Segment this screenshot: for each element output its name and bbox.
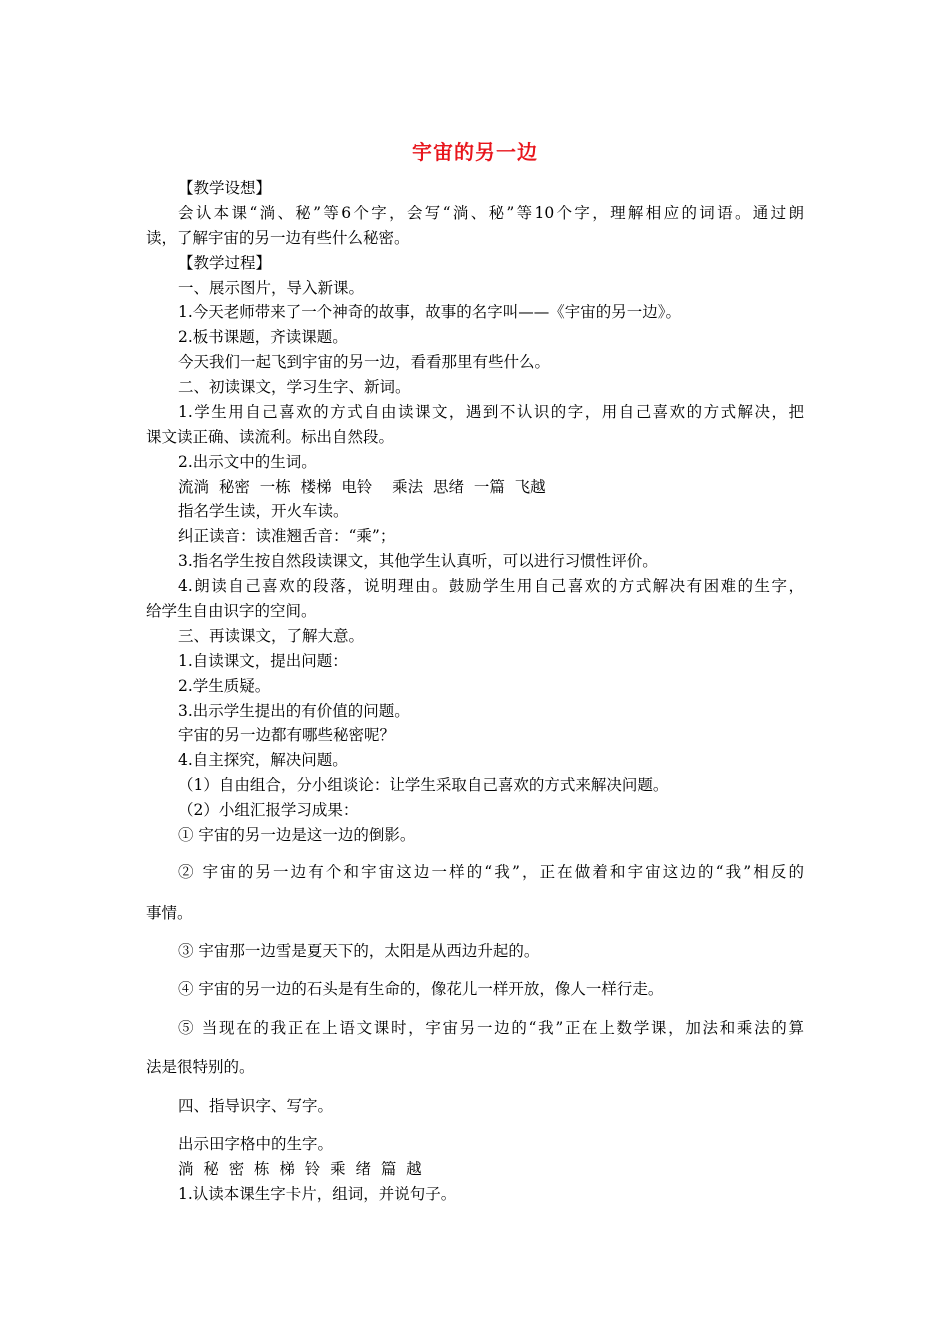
- paragraph-line: 2.板书课题，齐读课题。: [178, 328, 348, 346]
- step-heading: 一、展示图片，导入新课。: [178, 279, 365, 297]
- list-item: ③ 宇宙那一边雪是夏天下的，太阳是从西边升起的。: [178, 942, 540, 960]
- paragraph-line: 指名学生读，开火车读。: [178, 502, 349, 520]
- paragraph-line: 给学生自由识字的空间。: [146, 602, 317, 620]
- list-item: ② 宇宙的另一边有个和宇宙这边一样的“我”，正在做着和宇宙这边的“我”相反的: [178, 863, 804, 881]
- paragraph-line: 读，了解宇宙的另一边有些什么秘密。: [146, 229, 410, 247]
- section-heading-process: 【教学过程】: [178, 254, 272, 272]
- paragraph-line: 4.自主探究，解决问题。: [178, 751, 348, 769]
- list-item-continuation: 法是很特别的。: [146, 1058, 255, 1076]
- step-heading: 三、再读课文，了解大意。: [178, 627, 365, 645]
- step-heading: 二、初读课文，学习生字、新词。: [178, 378, 411, 396]
- paragraph-line: 纠正读音：读准翘舌音：“乘”；: [178, 527, 396, 545]
- paragraph-line: 3.出示学生提出的有价值的问题。: [178, 702, 410, 720]
- document-title: 宇宙的另一边: [412, 140, 538, 164]
- paragraph-line: 出示田字格中的生字。: [178, 1135, 334, 1153]
- paragraph-line: 3.指名学生按自然段读课文，其他学生认真听，可以进行习惯性评价。: [178, 552, 658, 570]
- section-heading-design: 【教学设想】: [178, 179, 272, 197]
- list-item-continuation: 事情。: [146, 904, 193, 922]
- vocabulary-words: 流淌 秘密 一栋 楼梯 电铃 乘法 思绪 一篇 飞越: [178, 478, 546, 496]
- list-item: ④ 宇宙的另一边的石头是有生命的，像花儿一样开放，像人一样行走。: [178, 980, 664, 998]
- paragraph-line: 2.学生质疑。: [178, 677, 271, 695]
- step-heading: 四、指导识字、写字。: [178, 1097, 334, 1115]
- paragraph-line: 4.朗读自己喜欢的段落，说明理由。鼓励学生用自己喜欢的方式解决有困难的生字，: [178, 577, 804, 595]
- paragraph-line: 1.自读课文，提出问题：: [178, 652, 348, 670]
- paragraph-line: 1.认读本课生字卡片，组词，并说句子。: [178, 1185, 457, 1203]
- paragraph-line: 2.出示文中的生词。: [178, 453, 317, 471]
- paragraph-line: 1.今天老师带来了一个神奇的故事，故事的名字叫——《宇宙的另一边》。: [178, 303, 682, 321]
- list-item: ⑤ 当现在的我正在上语文课时，宇宙另一边的“我”正在上数学课，加法和乘法的算: [178, 1019, 804, 1037]
- paragraph-line: （2）小组汇报学习成果：: [178, 801, 359, 819]
- paragraph-line: 今天我们一起飞到宇宙的另一边，看看那里有些什么。: [178, 353, 551, 371]
- list-item: ① 宇宙的另一边是这一边的倒影。: [178, 826, 416, 844]
- paragraph-line: （1）自由组合，分小组谈论：让学生采取自己喜欢的方式来解决问题。: [178, 776, 669, 794]
- paragraph-line: 课文读正确、读流利。标出自然段。: [146, 428, 395, 446]
- paragraph-line: 1.学生用自己喜欢的方式自由读课文，遇到不认识的字，用自己喜欢的方式解决，把: [178, 403, 804, 421]
- paragraph-line: 会认本课“淌、秘”等6个字，会写“淌、秘”等10个字，理解相应的词语。通过朗: [178, 204, 804, 222]
- character-list: 淌 秘 密 栋 梯 铃 乘 绪 篇 越: [178, 1160, 422, 1178]
- paragraph-line: 宇宙的另一边都有哪些秘密呢？: [178, 726, 396, 744]
